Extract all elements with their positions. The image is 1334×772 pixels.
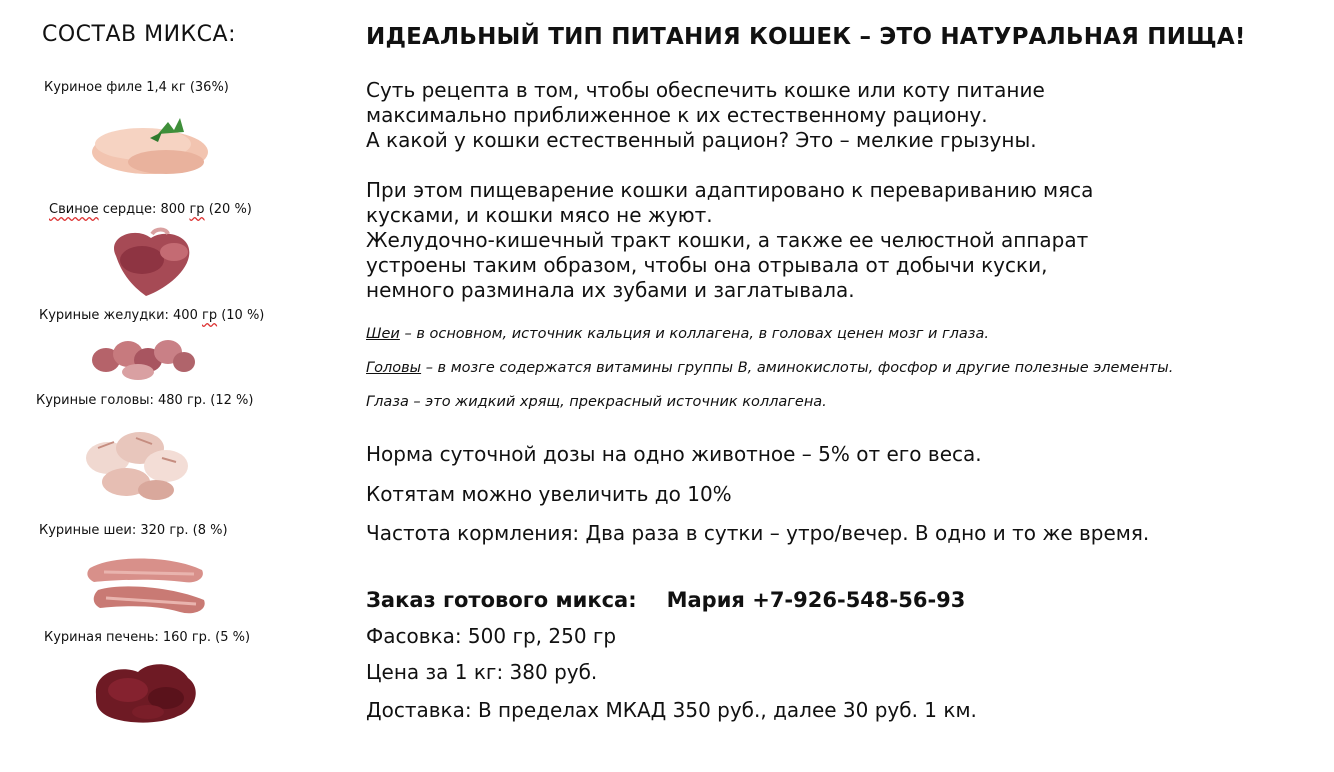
order-line: [366, 588, 965, 612]
chicken-gizzards-icon: [88, 330, 198, 384]
chicken-liver-icon: [88, 654, 204, 728]
article-column: [366, 0, 1316, 772]
order-label: Заказ готового микса:: [366, 588, 637, 612]
delivery: Доставка: В пределах МКАД 350 руб., далее 30 руб. 1 км.: [366, 698, 977, 722]
chicken-heads-icon: [78, 418, 196, 506]
item-label-chicken-gizzards: Куриные желудки: 400 гр (10 %): [39, 308, 265, 323]
item-label-chicken-heads: Куриные головы: 480 гр. (12 %): [36, 393, 254, 408]
digestion-paragraph: [366, 178, 1093, 303]
intro-line: А какой у кошки естественный рацион? Это – мелкие грызуны.: [366, 128, 1037, 152]
item-label-pork-heart: Свиное сердце: 800 гр (20 %): [49, 202, 252, 217]
digestion-line: Желудочно-кишечный тракт кошки, а также ее челюстной аппарат: [366, 228, 1089, 252]
kitten-norm: Котятам можно увеличить до 10%: [366, 482, 732, 506]
order-contact[interactable]: Мария +7-926-548-56-93: [666, 588, 966, 612]
digestion-line: При этом пищеварение кошки адаптировано к перевариванию мяса: [366, 178, 1094, 202]
pork-heart-icon: [96, 226, 204, 298]
digestion-line: устроены таким образом, чтобы она отрывала от добычи куски,: [366, 253, 1048, 277]
digestion-line: кусками, и кошки мясо не жуют.: [366, 203, 713, 227]
daily-norm: Норма суточной дозы на одно животное – 5% от его веса.: [366, 442, 982, 466]
item-label-chicken-liver: Куриная печень: 160 гр. (5 %): [44, 630, 251, 645]
page-title: ИДЕАЛЬНЫЙ ТИП ПИТАНИЯ КОШЕК – ЭТО НАТУРАЛЬНАЯ ПИЩА!: [366, 24, 1246, 50]
feeding-frequency: Частота кормления: Два раза в сутки – утро/вечер. В одно и то же время.: [366, 521, 1150, 545]
chicken-necks-icon: [84, 548, 210, 622]
composition-title: СОСТАВ МИКСА:: [42, 22, 236, 47]
note-heads: Головы – в мозге содержатся витамины группы В, аминокислоты, фосфор и другие полезные элементы.: [366, 360, 1174, 376]
intro-line: максимально приближенное к их естественному рациону.: [366, 103, 988, 127]
intro-line: Суть рецепта в том, чтобы обеспечить кошке или коту питание: [366, 78, 1045, 102]
mix-composition-column: [0, 0, 300, 772]
note-eyes: Глаза – это жидкий хрящ, прекрасный источник коллагена.: [366, 394, 827, 410]
item-label-chicken-necks: Куриные шеи: 320 гр. (8 %): [39, 523, 228, 538]
item-label-chicken-fillet: Куриное филе 1,4 кг (36%): [44, 80, 229, 95]
note-necks: Шеи – в основном, источник кальция и коллагена, в головах ценен мозг и глаза.: [366, 326, 990, 342]
digestion-line: немного разминала их зубами и заглатывала.: [366, 278, 855, 302]
chicken-fillet-icon: [88, 104, 210, 186]
intro-paragraph: [366, 78, 1045, 153]
packaging: Фасовка: 500 гр, 250 гр: [366, 624, 617, 648]
price: Цена за 1 кг: 380 руб.: [366, 660, 598, 684]
